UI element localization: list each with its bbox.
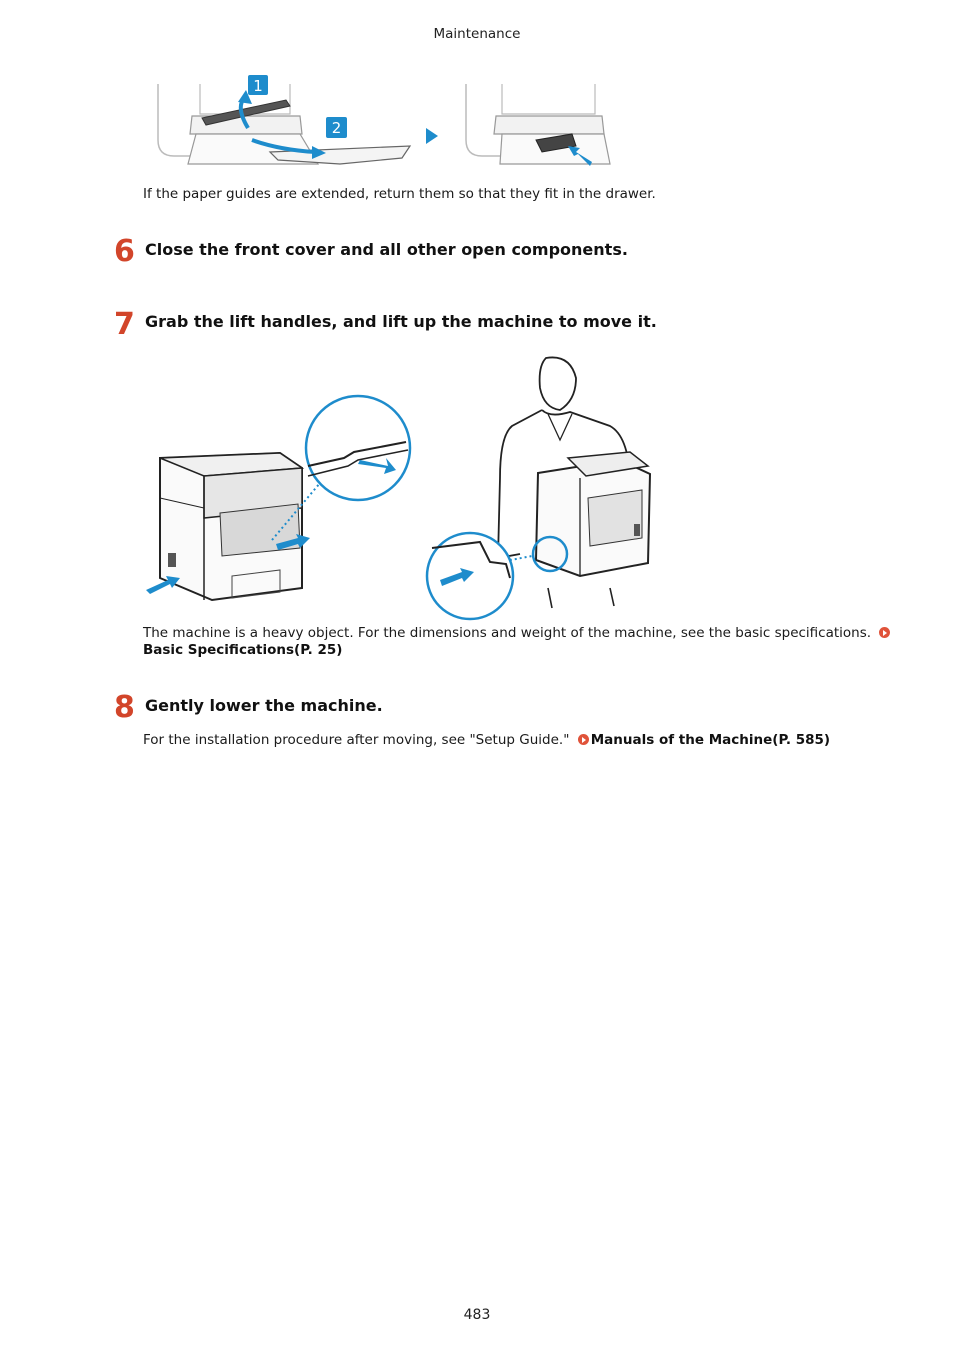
callout-1: 1 (253, 77, 263, 95)
link-arrow-icon (578, 734, 589, 745)
step5-note: If the paper guides are extended, return them so that they fit in the drawer. (143, 186, 656, 202)
link-arrow-icon (879, 627, 890, 638)
step7-note-text: The machine is a heavy object. For the dimensions and weight of the machine, see the basic specifications. (143, 625, 872, 641)
link-manuals-of-the-machine[interactable]: Manuals of the Machine(P. 585) (590, 732, 831, 748)
step-number-8: 8 (114, 690, 134, 725)
step-title-8: Gently lower the machine. (145, 696, 383, 715)
arrow-right-icon (426, 128, 438, 144)
step8-note-text: For the installation procedure after moving, see "Setup Guide." (143, 732, 570, 748)
page-header: Maintenance (433, 26, 521, 42)
step-title-6: Close the front cover and all other open components. (145, 240, 628, 259)
callout-2: 2 (331, 119, 342, 137)
step8-note (143, 732, 830, 749)
step-title-7: Grab the lift handles, and lift up the machine to move it. (145, 312, 657, 331)
figure-lift-machine (140, 348, 670, 623)
page-number: 483 (463, 1307, 491, 1323)
step7-note (143, 625, 903, 659)
link-basic-specifications[interactable]: Basic Specifications(P. 25) (143, 642, 343, 658)
figure-paper-guides (140, 70, 620, 175)
step-number-7: 7 (114, 307, 134, 342)
step-number-6: 6 (114, 234, 134, 269)
